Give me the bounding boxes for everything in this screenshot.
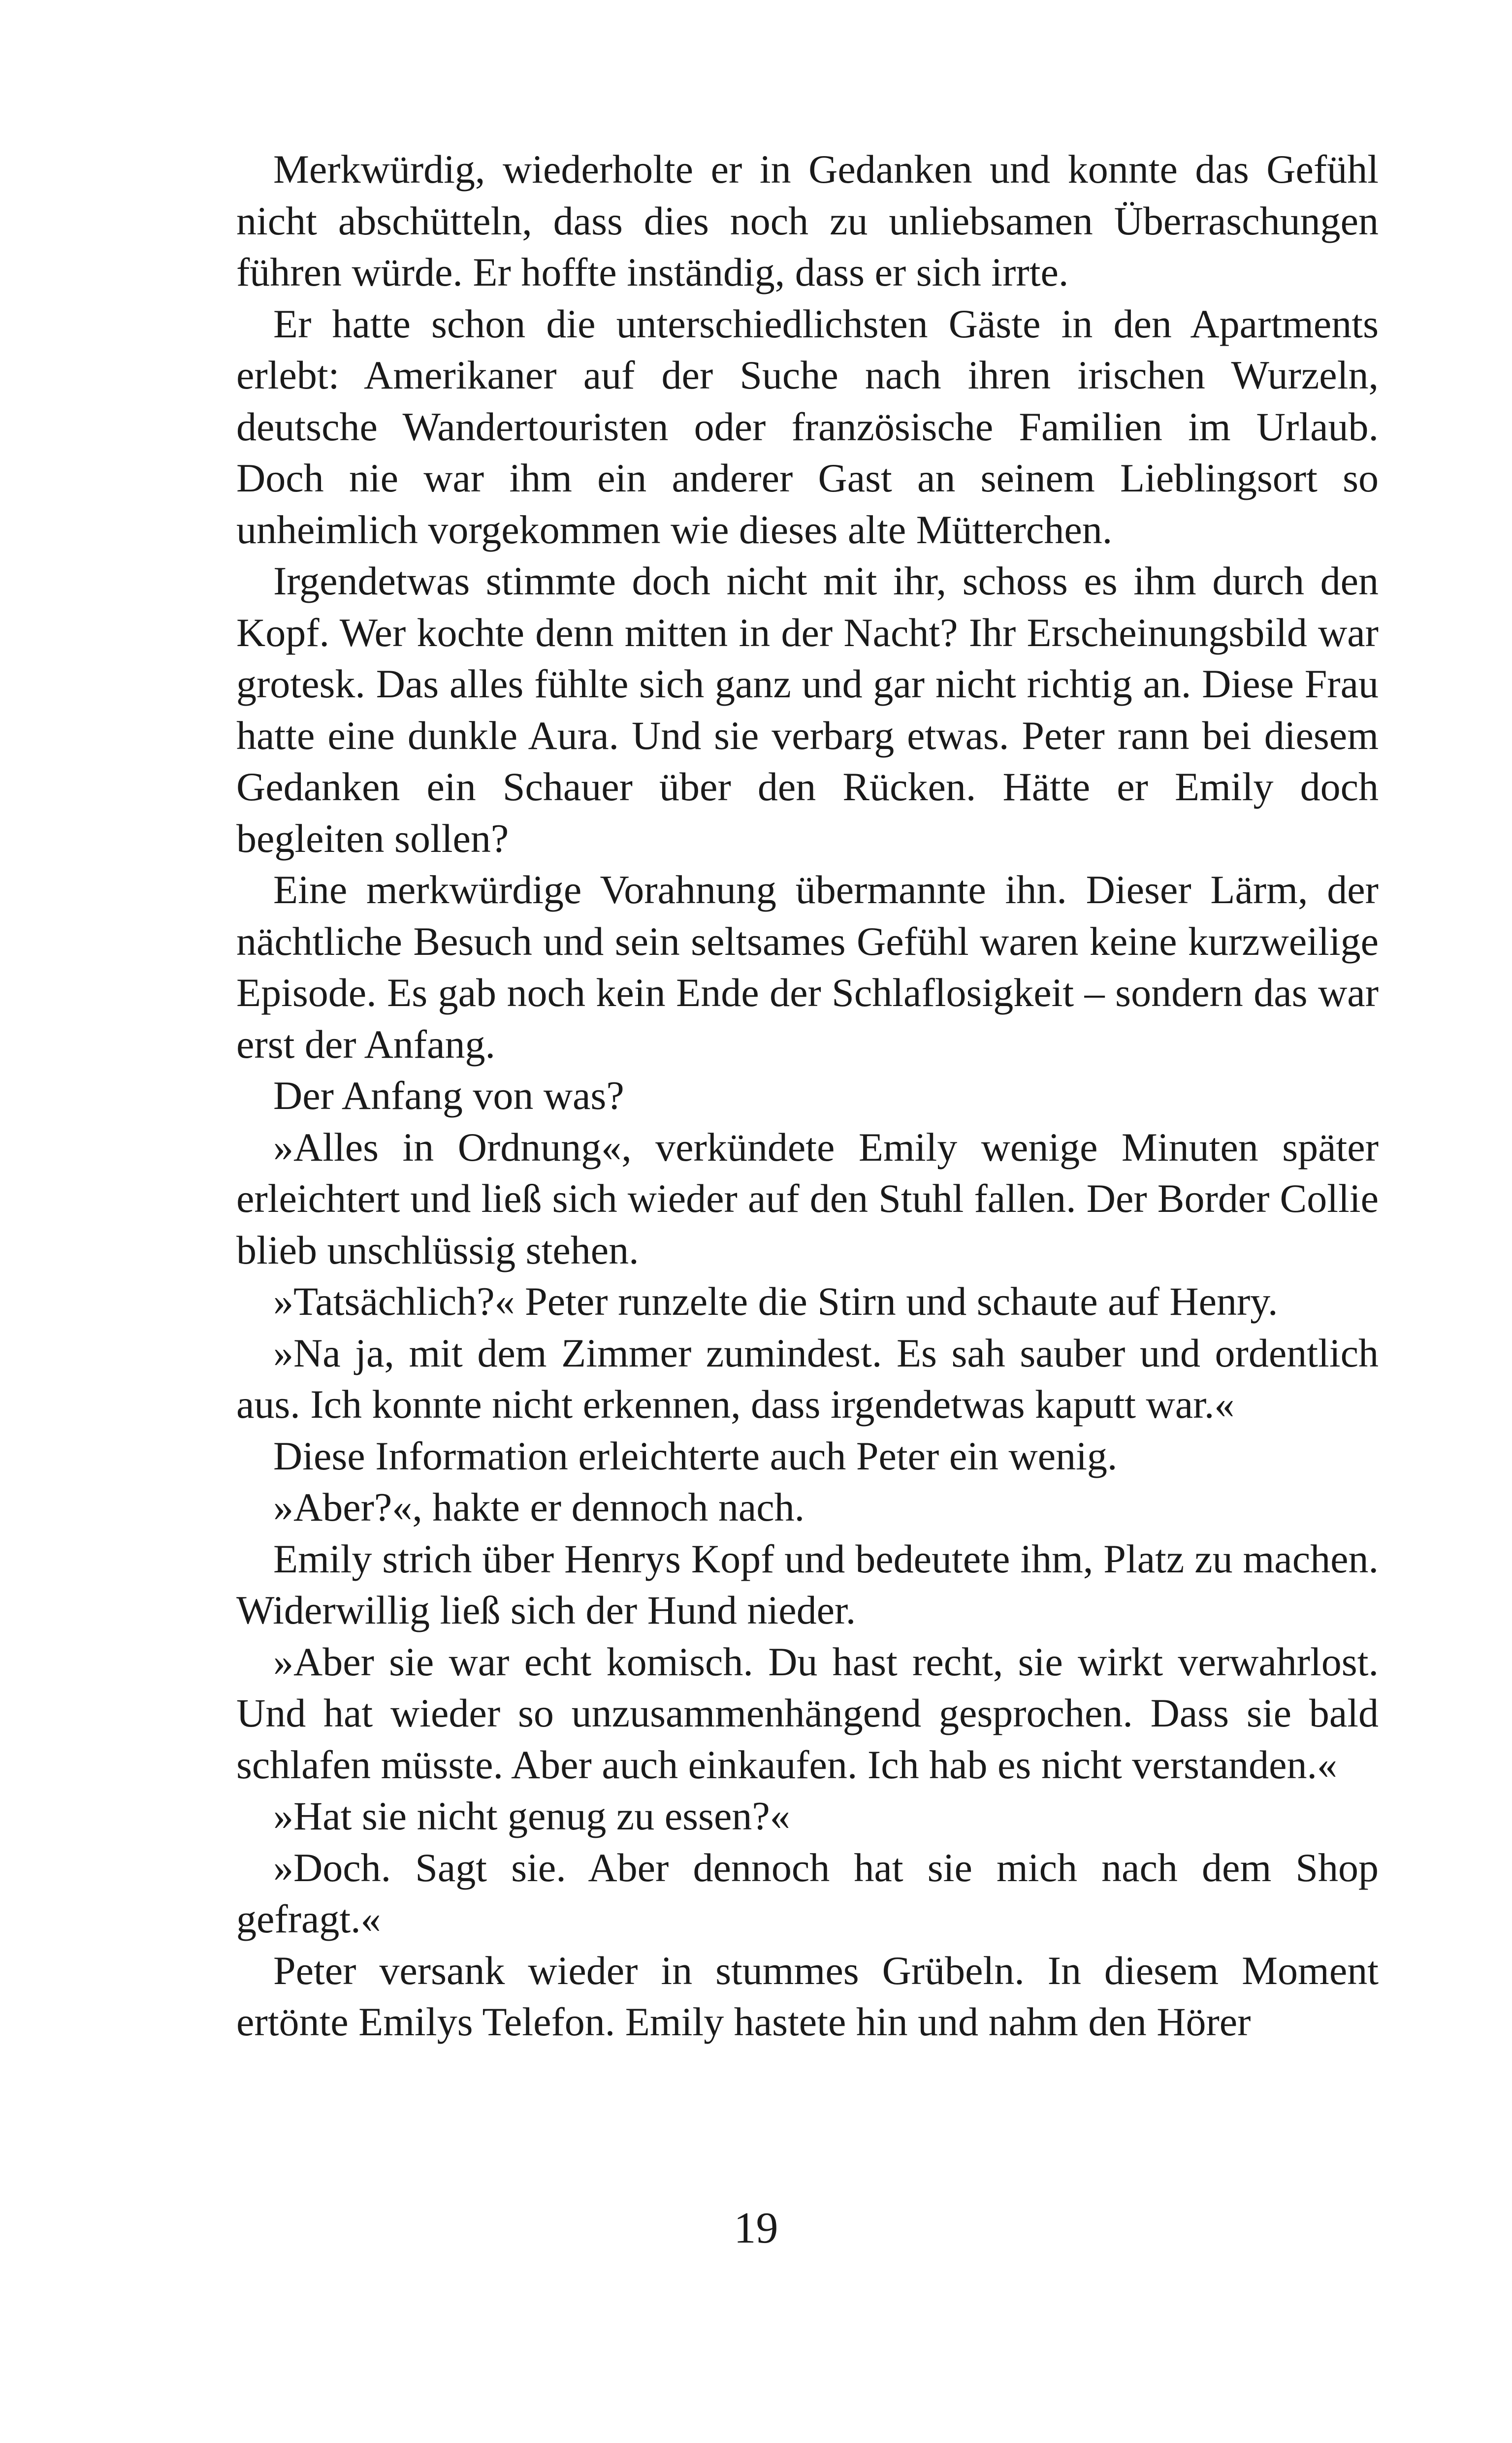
paragraph-7: »Tatsächlich?« Peter runzelte die Stirn und schaute auf Henry. [273, 1279, 1278, 1324]
paragraph-13: »Hat sie nicht genug zu essen?« [273, 1793, 790, 1838]
paragraph-5: Der Anfang von was? [273, 1073, 624, 1118]
paragraph-3: Irgendetwas stimmte doch nicht mit ihr, schoss es ihm durch den Kopf. Wer kochte denn mitten in der Nacht? Ihr Erscheinungsbild war grotesk. Das alles fühlte sich ganz und gar nicht richtig an. Diese Frau hatte eine dunkle Aura. Und sie verbarg etwas. Peter rann bei diesem Gedanken ein Schauer über den Rücken. Hätte er Emily doch begleiten sollen? [236, 558, 1379, 861]
paragraph-8: »Na ja, mit dem Zimmer zumindest. Es sah sauber und ordentlich aus. Ich konnte nicht erkennen, dass irgendetwas kaputt war.« [236, 1330, 1379, 1427]
paragraph-12: »Aber sie war echt komisch. Du hast recht, sie wirkt verwahrlost. Und hat wieder so unzusammenhängend gesprochen. Dass sie bald schlafen müsste. Aber auch einkaufen. Ich hab es nicht verstanden.« [236, 1639, 1379, 1787]
paragraph-14: »Doch. Sagt sie. Aber dennoch hat sie mich nach dem Shop gefragt.« [236, 1845, 1379, 1941]
paragraph-10: »Aber?«, hakte er dennoch nach. [273, 1485, 805, 1530]
paragraph-9: Diese Information erleichterte auch Peter ein wenig. [273, 1433, 1118, 1478]
paragraph-6: »Alles in Ordnung«, verkündete Emily wenige Minuten später erleichtert und ließ sich wieder auf den Stuhl fallen. Der Border Collie blieb unschlüssig stehen. [236, 1124, 1379, 1272]
paragraph-4: Eine merkwürdige Vorahnung übermannte ihn. Dieser Lärm, der nächtliche Besuch und sein seltsames Gefühl waren keine kurzweilige Episode. Es gab noch kein Ende der Schlaflosigkeit – sondern das war erst der Anfang. [236, 867, 1379, 1067]
paragraph-2: Er hatte schon die unterschiedlichsten Gäste in den Apartments erlebt: Amerikaner auf der Suche nach ihren irischen Wurzeln, deutsche Wandertouristen oder französische Familien im Urlaub. Doch nie war ihm ein anderer Gast an seinem Lieblingsort so unheimlich vorgekommen wie dieses alte Mütterchen. [236, 301, 1379, 552]
paragraph-11: Emily strich über Henrys Kopf und bedeutete ihm, Platz zu machen. Widerwillig ließ sich der Hund nieder. [236, 1536, 1379, 1632]
paragraph-15: Peter versank wieder in stummes Grübeln. In diesem Moment ertönte Emilys Telefon. Emily hastete hin und nahm den Hörer [236, 1948, 1379, 2044]
page-number: 19 [734, 2204, 778, 2252]
paragraph-1: Merkwürdig, wiederholte er in Gedanken und konnte das Gefühl nicht abschütteln, dass dies noch zu unliebsamen Überraschungen führen würde. Er hoffte inständig, dass er sich irrte. [236, 147, 1379, 294]
body-text [236, 144, 1379, 2048]
